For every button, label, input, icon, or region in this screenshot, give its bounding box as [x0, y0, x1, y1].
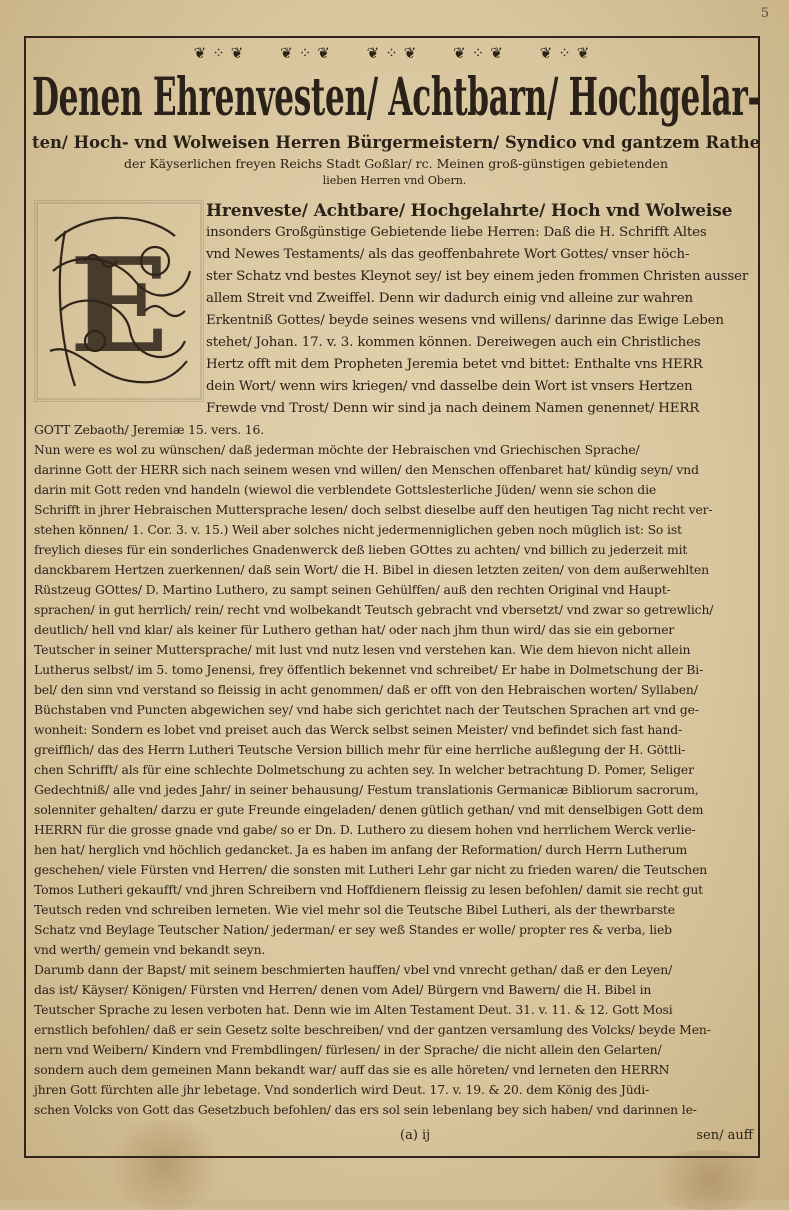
text-line: Frewde vnd Trost/ Denn wir sind ja nach deinem Namen genennet/ HERR	[206, 401, 700, 416]
text-line: greifflich/ das des Herrn Lutheri Teutsche Version billich mehr für eine herrliche außlegung der H. Göttli-	[34, 742, 686, 757]
text-line: Darumb dann der Bapst/ mit seinem beschmierten hauffen/ vbel vnd vnrecht gethan/ daß er den Leyen/	[34, 962, 673, 977]
ornament-glyph: ❦⁘❦	[280, 44, 336, 62]
signature-mark: (a) ij	[400, 1128, 431, 1143]
text-line: insonders Großgünstige Gebietende liebe Herren: Daß die H. Schrifft Altes	[206, 225, 707, 240]
text-line: HERRN für die grosse gnade vnd gabe/ so er Dn. D. Luthero zu diesem hohen vnd herrlichem Werck verlie-	[34, 822, 696, 837]
text-line: allem Streit vnd Zweiffel. Denn wir dadurch einig vnd alleine zur wahren	[206, 291, 694, 306]
text-line: Teutscher in seiner Muttersprache/ mit lust vnd nutz lesen vnd verstehen kan. Wie dem hievon nicht allein	[34, 642, 691, 657]
text-line: GOTT Zebaoth/ Jeremiæ 15. vers. 16.	[34, 422, 264, 437]
text-line: Teutscher Sprache zu lesen verboten hat. Denn wie im Alten Testament Deut. 31. v. 11. & 12. Gott Mosi	[34, 1002, 673, 1017]
decorated-initial-artwork	[35, 201, 203, 401]
text-line: deutlich/ hell vnd klar/ als keiner für Luthero gethan hat/ oder nach jhm thun wird/ das sie ein geborner	[34, 622, 675, 637]
ornament-glyph: ❦⁘❦	[539, 44, 596, 62]
text-line: ernstlich befohlen/ daß er sein Gesetz solte beschreiben/ vnd der gantzen versamlung des Volcks/ beyde Men-	[34, 1022, 711, 1037]
text-line: chen Schrifft/ als für eine schlechte Dolmetschung zu achten sey. In welcher betrachtung D. Pomer, Seliger	[34, 762, 694, 777]
text-line: sondern auch dem gemeinen Mann bekandt war/ auff das sie es alle höreten/ vnd lerneten den HERRN	[34, 1062, 670, 1077]
dedication-subtitle: ten/ Hoch- vnd Wolweisen Herren Bürgermeistern/ Syndico vnd gantzem Rathe	[32, 133, 761, 153]
text-line: Büchstaben vnd Puncten abgewichen sey/ vnd habe sich gerichtet nach der Teutschen Sprachen art vnd ge-	[34, 702, 699, 717]
text-line: dein Wort/ wenn wirs kriegen/ vnd dasselbe dein Wort ist vnsers Hertzen	[206, 379, 693, 394]
text-line: Hertz offt mit dem Propheten Jeremia betet vnd bittet: Enthalte vns HERR	[206, 357, 703, 372]
text-line: Tomos Lutheri gekaufft/ vnd jhren Schreibern vnd Hoffdienern fleissig zu lesen befohlen/ damit sie recht gut	[34, 882, 703, 897]
text-line: freylich dieses für ein sonderliches Gnadenwerck deß lieben GOttes zu achten/ vnd billich zu jederzeit mit	[34, 542, 688, 557]
dedication-title: Denen Ehrenvesten/ Achtbarn/ Hochgelar-	[32, 67, 761, 128]
text-line: solenniter gehalten/ darzu er gute Freunde eingeladen/ denen gütlich gethan/ vnd mit denselbigen Gott dem	[34, 802, 704, 817]
text-line: Hrenveste/ Achtbare/ Hochgelahrte/ Hoch vnd Wolweise	[206, 201, 733, 221]
text-line: danckbarem Hertzen zuerkennen/ daß sein Wort/ die H. Bibel in diesen letzten zeiten/ von dem außerwehlten	[34, 562, 710, 577]
text-line: jhren Gott fürchten alle jhr lebetage. Vnd sonderlich wird Deut. 17. v. 19. & 20. dem König des Jüdi-	[34, 1082, 650, 1097]
folio-number: 5	[760, 6, 769, 21]
text-line: geschehen/ viele Fürsten vnd Herren/ die sonsten mit Lutheri Lehr gar nicht zu frieden waren/ die Teutschen	[34, 862, 708, 877]
text-line: Teutsch reden vnd schreiben lerneten. Wie viel mehr sol die Teutsche Bibel Lutheri, als der thewrbarste	[34, 902, 675, 917]
ornament-glyph: ❦⁘❦	[453, 44, 509, 62]
text-line: Gedechtniß/ alle vnd jedes Jahr/ in seiner behausung/ Festum translationis Germanicæ Bibliorum sacrorum,	[34, 782, 699, 797]
head-ornament	[0, 44, 789, 62]
decorated-initial	[34, 200, 204, 402]
dedication-subtitle-line-2: der Käyserlichen freyen Reichs Stadt Goßlar/ rc. Meinen groß-günstigen gebietenden	[123, 156, 669, 171]
text-line: Rüstzeug GOttes/ D. Martino Luthero, zu sampt seinen Gehülffen/ auß den rechten Original vnd Haupt-	[34, 582, 671, 597]
ornament-glyph: ❦⁘❦	[193, 44, 250, 62]
text-line: bel/ den sinn vnd verstand so fleissig in acht genommen/ daß er offt von den Hebraischen worten/ Syllaben/	[34, 682, 698, 697]
text-line: Schatz vnd Beylage Teutscher Nation/ jederman/ er sey weß Standes er wolle/ propter res & verba, lieb	[34, 922, 672, 937]
text-line: Nun were es wol zu wünschen/ daß jederman möchte der Hebraischen vnd Griechischen Sprache/	[34, 442, 640, 457]
ornament-glyph: ❦⁘❦	[366, 44, 423, 62]
text-line: Lutherus selbst/ im 5. tomo Jenensi, frey öffentlich bekennet vnd schreibet/ Er habe in Dolmetschung der Bi-	[34, 662, 704, 677]
text-line: darinne Gott der HERR sich nach seinem wesen vnd willen/ den Menschen offenbaret hat/ kündig seyn/ vnd	[34, 462, 699, 477]
text-line: stehet/ Johan. 17. v. 3. kommen können. Dereiwegen auch ein Christliches	[206, 335, 701, 350]
text-line: stehen können/ 1. Cor. 3. v. 15.) Weil aber solches nicht jedermenniglichen geben noch müglich ist: So ist	[34, 522, 682, 537]
text-line: Erkentniß Gottes/ beyde seines wesens vnd willens/ darinne das Ewige Leben	[206, 313, 724, 328]
text-line: ster Schatz vnd bestes Kleynot sey/ ist bey einem jeden frommen Christen ausser	[206, 269, 749, 284]
text-line: vnd Newes Testaments/ als das geoffenbahrete Wort Gottes/ vnser höch-	[206, 247, 690, 262]
text-line: vnd werth/ gemein vnd bekandt seyn.	[34, 942, 266, 957]
text-line: sprachen/ in gut herrlich/ rein/ recht vnd wolbekandt Teutsch gebracht vnd vbersetzt/ vnd zwar so getrewlich/	[34, 602, 714, 617]
text-line: wonheit: Sondern es lobet vnd preiset auch das Werck selbst seinen Meister/ vnd befindet sich fast hand-	[34, 722, 683, 737]
text-line: hen hat/ herglich vnd höchlich gedancket. Ja es haben im anfang der Reformation/ durch Herrn Lutherum	[34, 842, 688, 857]
water-stain	[640, 1150, 780, 1210]
text-line: schen Volcks von Gott das Gesetzbuch befohlen/ das ers sol sein lebenlang bey sich haben/ vnd darinnen le-	[34, 1102, 697, 1117]
text-line: nern vnd Weibern/ Kindern vnd Frembdlingen/ fürlesen/ in der Sprache/ die nicht allein den Gelarten/	[34, 1042, 662, 1057]
text-line: darin mit Gott reden vnd handeln (wiewol die verblendete Gottslesterliche Jüden/ wenn sie schon die	[34, 482, 657, 497]
text-line: das ist/ Käyser/ Königen/ Fürsten vnd Herren/ denen vom Adel/ Bürgern vnd Bawern/ die H. Bibel in	[34, 982, 652, 997]
dedication-subtitle-line-3: lieben Herren vnd Obern.	[322, 174, 467, 187]
catchword: sen/ auff	[696, 1128, 753, 1143]
text-line: Schrifft in jhrer Hebraischen Muttersprache lesen/ doch selbst dieselbe auff den heutigen Tag nicht recht ver-	[34, 502, 713, 517]
initial-letter: E	[69, 229, 169, 382]
